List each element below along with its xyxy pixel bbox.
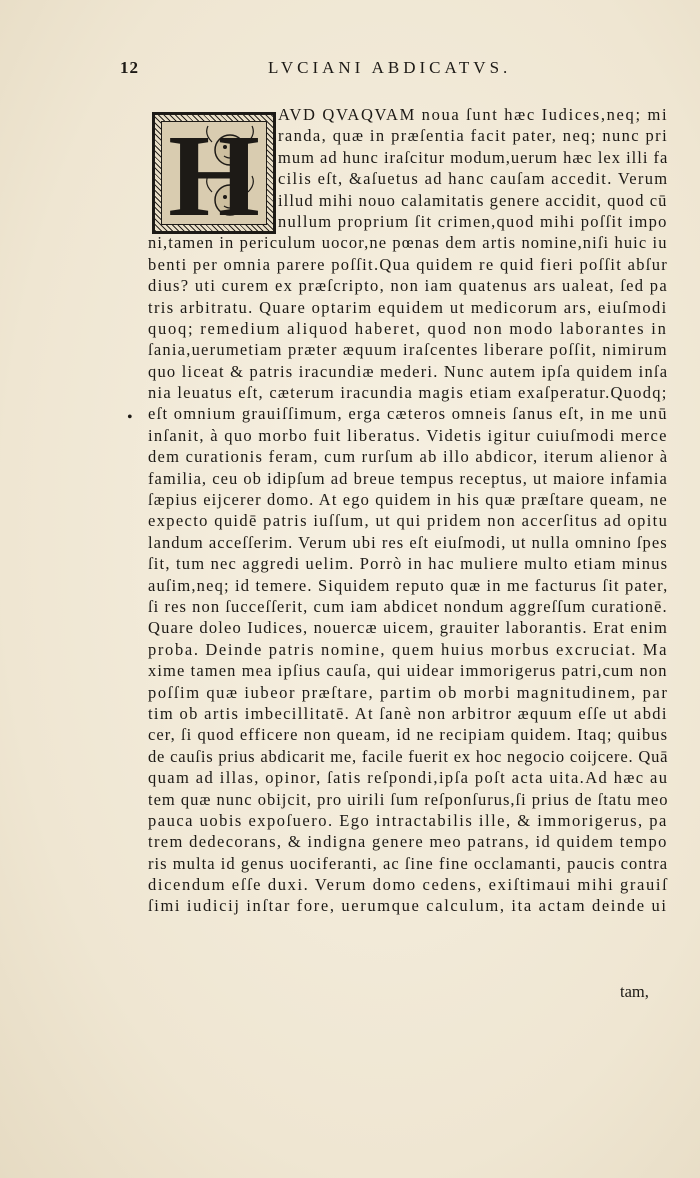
text-line: nia leuatus eſt, cæterum iracundia magis etiam exaſperatur.Quodq;	[148, 383, 668, 403]
text-line: Quare doleo Iudices, nouercæ uicem, grauiter laborantis. Erat enim	[148, 618, 669, 638]
text-line: dicendum eſſe duxi. Verum domo cedens, exiſtimaui mihi grauiſ	[148, 875, 669, 895]
text-line: trem dedecorans, & indigna genere meo patrans, id quidem tempo	[148, 832, 668, 852]
text-line: AVD QVAQVAM noua ſunt hæc Iudices,neq; mi	[278, 105, 669, 124]
text-line: pauca uobis expoſuero. Ego intractabilis ille, & immorigerus, pa	[148, 810, 668, 830]
text-line: illud mihi nouo calamitatis genere accidit, quod cū	[278, 190, 668, 210]
text-line: nullum proprium ſit crimen,quod mihi poſſit impo	[278, 211, 668, 231]
text-line: proba. Deinde patris nomine, quem huius morbus excruciat. Ma	[148, 639, 669, 659]
initial-letter: H	[168, 110, 260, 241]
margin-mark: •	[127, 409, 133, 426]
text-line: quo liceat & patris iracundiæ mederi. Nunc autem ipſa quidem inſa	[148, 361, 669, 381]
text-line: ſæpius eijcerer domo. At ego quidem in his quæ præſtare queam, ne	[148, 490, 668, 510]
text-line: quoq; remedium aliquod haberet, quod non modo laborantes in	[148, 318, 668, 338]
text-line: mum ad hunc iraſcitur modum,uerum hæc lex illi fa	[278, 147, 669, 167]
text-line: randa, quæ in præſentia facit pater, neq; nunc pri	[278, 126, 669, 146]
text-line: ſania,uerumetiam præter æquum iraſcentes liberare poſſit, nimirum	[148, 340, 668, 360]
text-line: eſt omnium grauiſſimum, erga cæteros omneis ſanus eſt, in me unū	[148, 404, 668, 424]
text-line: tem quæ nunc obijcit, pro uirili ſum reſponſurus,ſi prius de ſtatu meo	[148, 789, 669, 809]
text-line: auſim,neq; id temere. Siquidem reputo quæ in me facturus ſit pater,	[148, 575, 669, 595]
text-line: landum acceſſerim. Verum ubi res eſt eiuſmodi, ut nulla omnino ſpes	[148, 532, 668, 552]
text-line: ſi res non ſucceſſerit, cum iam abdicet nondum aggreſſum curationē.	[148, 596, 668, 616]
text-line: tris arbitratu. Quare optarim equidem ut medicorum ars, eiuſmodi	[148, 297, 668, 317]
text-line: dius? uti curem ex præſcripto, non iam quatenus ars ualeat, ſed pa	[148, 276, 668, 296]
text-line: ſimi iudicij inſtar fore, uerumque calculum, ita actam deinde ui	[148, 896, 668, 916]
running-head	[120, 58, 550, 82]
text-line: inſanit, à quo morbo fuit liberatus. Videtis igitur cuiuſmodi merce	[148, 425, 668, 445]
page-number: 12	[120, 58, 139, 77]
text-line: ſit, tum nec aggredi uelim. Porrò in hac muliere multo etiam minus	[148, 554, 669, 574]
text-line: benti per omnia parere poſſit.Qua quidem re quid fieri poſſit abſur	[148, 254, 669, 274]
text-line: familia, ceu ob idipſum ad breue tempus receptus, ut maiore infamia	[148, 468, 668, 488]
text-line: cilis eſt, &aſuetus ad hanc cauſam accedit. Verum	[278, 169, 669, 189]
text-line: cer, ſi quod efficere non queam, id ne recipiam quidem. Itaq; quibus	[148, 725, 669, 745]
body-text	[148, 104, 668, 917]
running-title: LVCIANI ABDICATVS.	[268, 58, 512, 77]
text-line: poſſim quæ iubeor præſtare, partim ob morbi magnitudinem, par	[148, 682, 669, 702]
text-line: dem curationis feram, cum rurſum ab illo abdicor, iterum alienor à	[148, 447, 669, 467]
text-line: expecto quidē patris iuſſum, ut qui pridem non accerſitus ad opitu	[148, 511, 669, 531]
text-line: xime tamen mea ipſius cauſa, qui uidear immorigerus patri,cum non	[148, 661, 668, 681]
text-line: ni,tamen in periculum uocor,ne pœnas dem artis nomine,niſi huic iu	[148, 233, 668, 253]
text-line: quam ad illas, opinor, ſatis reſpondi,ipſa poſt acta uita.Ad hæc au	[148, 768, 669, 788]
text-line: de cauſis prius abdicarit me, facile fuerit ex hoc negocio coijcere. Quā	[148, 746, 669, 766]
text-line: tim ob artis imbecillitatē. At ſanè non arbitror æquum eſſe ut abdi	[148, 703, 668, 723]
text-line: ris multa id genus uociferanti, ac ſine fine occlamanti, paucis contra	[148, 853, 669, 873]
catchword: tam,	[620, 982, 649, 1001]
